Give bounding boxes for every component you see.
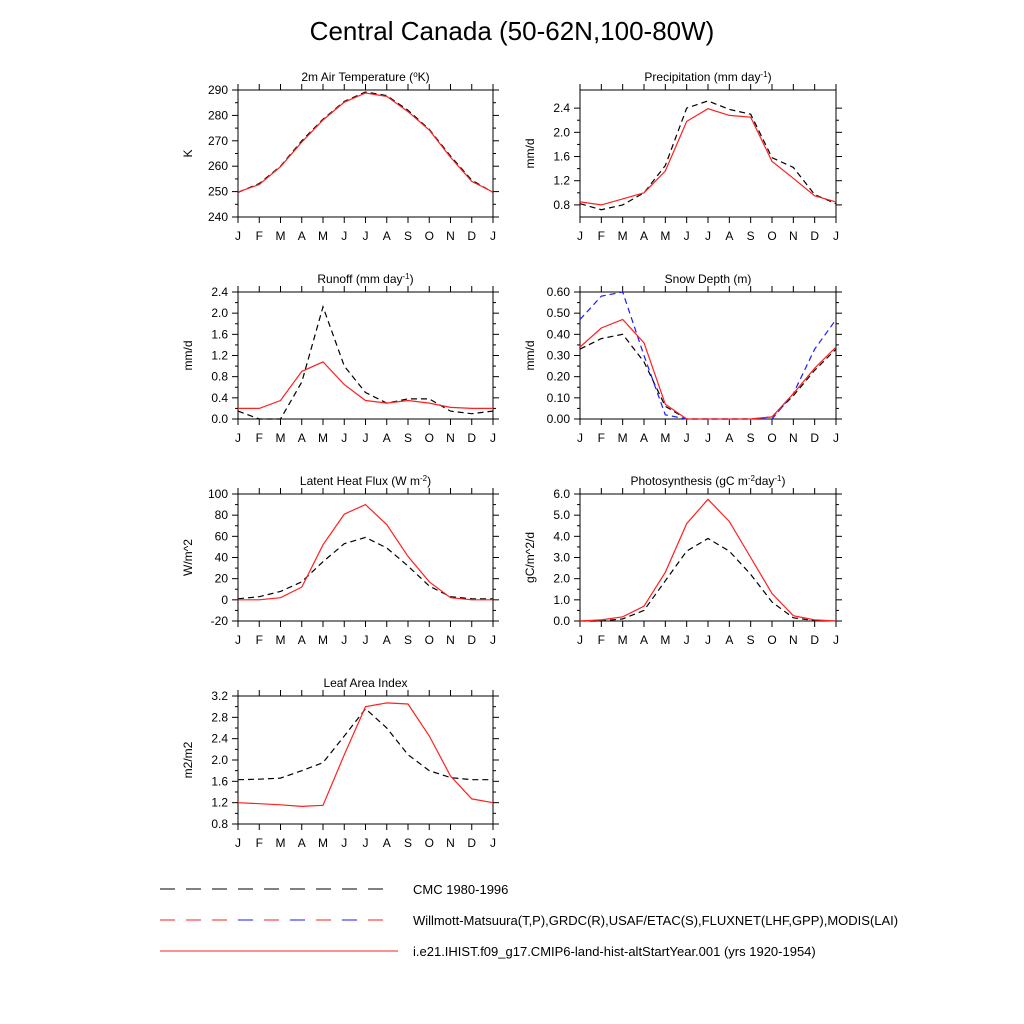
- x-tick-label: A: [382, 431, 391, 445]
- panel-title: Photosynthesis (gC $m^{-2}day^{-1}$): [630, 473, 786, 488]
- x-tick-label: D: [467, 836, 477, 850]
- y-tick-label: 1.2: [211, 795, 228, 810]
- x-tick-label: M: [617, 229, 628, 243]
- x-tick-label: S: [403, 633, 413, 647]
- x-tick-label: J: [683, 633, 690, 647]
- x-tick-label: J: [683, 229, 690, 243]
- x-tick-label: J: [705, 633, 711, 647]
- x-tick-label: J: [705, 431, 711, 445]
- x-tick-label: M: [617, 633, 628, 647]
- x-tick-label: S: [746, 431, 755, 445]
- series-line-dash-black: [238, 709, 493, 780]
- figure-title: Central Canada (50-62N,100-80W): [309, 16, 715, 46]
- y-axis-label: W/m^2: [181, 539, 195, 576]
- x-tick-label: J: [341, 229, 348, 243]
- series-line-dash-blue: [580, 292, 836, 419]
- x-tick-label: J: [833, 431, 839, 445]
- y-tick-label: 3.0: [553, 550, 570, 565]
- x-tick-label: J: [577, 633, 583, 647]
- chart-panel-5: [181, 474, 499, 648]
- x-tick-label: S: [746, 633, 755, 647]
- x-tick-label: O: [767, 633, 777, 647]
- y-tick-label: 2.0: [211, 753, 228, 767]
- y-tick-label: 0.8: [211, 817, 228, 831]
- y-axis-label: mm/d: [523, 340, 537, 371]
- series-line-dash-black: [580, 334, 836, 419]
- legend-item-1: [160, 882, 508, 897]
- x-tick-label: J: [362, 229, 369, 243]
- x-tick-label: A: [382, 633, 391, 647]
- y-axis-label: K: [181, 149, 195, 158]
- chart-panel-2: [523, 70, 842, 244]
- y-tick-label: 0.10: [546, 390, 570, 405]
- x-tick-label: A: [297, 229, 306, 243]
- x-tick-label: J: [362, 431, 369, 445]
- x-tick-label: A: [639, 431, 649, 445]
- x-tick-label: J: [833, 229, 839, 243]
- y-tick-label: 5.0: [553, 508, 570, 523]
- y-tick-label: 40: [214, 550, 228, 565]
- y-tick-label: 0.30: [546, 348, 570, 363]
- y-tick-label: 0: [221, 592, 228, 607]
- x-tick-label: D: [810, 431, 820, 445]
- x-tick-label: S: [403, 431, 413, 445]
- y-tick-label: 1.2: [211, 348, 228, 363]
- x-tick-label: J: [341, 431, 348, 445]
- series-line-solid-red: [238, 703, 493, 807]
- x-tick-label: M: [660, 633, 671, 647]
- panel-title: Runoff (mm day$^{-1}$): [317, 271, 414, 286]
- x-tick-label: O: [767, 229, 777, 243]
- y-tick-label: 1.0: [553, 592, 570, 607]
- x-tick-label: J: [490, 836, 496, 850]
- x-tick-label: M: [275, 836, 286, 850]
- legend-label: CMC 1980-1996: [413, 882, 509, 897]
- y-tick-label: 0.50: [546, 306, 570, 321]
- legend-label: Willmott-Matsuura(T,P),GRDC(R),USAF/ETAC(S),FLUXNET(LHF,GPP),MODIS(LAI): [413, 913, 899, 928]
- x-tick-label: J: [235, 229, 241, 243]
- x-tick-label: M: [318, 431, 328, 445]
- x-tick-label: N: [788, 431, 798, 445]
- x-tick-label: J: [577, 431, 583, 445]
- x-tick-label: N: [446, 229, 455, 243]
- x-tick-label: J: [362, 836, 369, 850]
- y-tick-label: 100: [207, 487, 228, 501]
- x-tick-label: J: [577, 229, 583, 243]
- x-tick-label: A: [382, 229, 391, 243]
- x-tick-label: O: [424, 229, 434, 243]
- x-tick-label: S: [403, 229, 413, 243]
- series-line-solid-red: [580, 499, 836, 621]
- x-tick-label: N: [788, 633, 798, 647]
- x-tick-label: F: [255, 431, 263, 445]
- y-axis-label: mm/d: [181, 340, 195, 371]
- y-tick-label: 2.8: [211, 710, 228, 725]
- x-tick-label: A: [639, 229, 649, 243]
- x-tick-label: J: [833, 633, 839, 647]
- legend-label: i.e21.IHIST.f09_g17.CMIP6-land-hist-altStartYear.001 (yrs 1920-1954): [413, 944, 816, 959]
- x-tick-label: J: [490, 229, 496, 243]
- y-tick-label: 4.0: [553, 529, 570, 544]
- y-tick-label: 2.4: [211, 285, 228, 299]
- x-tick-label: F: [255, 229, 263, 243]
- series-line-solid-red: [580, 109, 836, 205]
- y-tick-label: 280: [207, 108, 228, 123]
- series-line-solid-red: [238, 362, 493, 409]
- y-tick-label: -20: [210, 614, 228, 628]
- x-tick-label: O: [424, 633, 434, 647]
- y-tick-label: 2.4: [553, 101, 570, 116]
- x-tick-label: F: [255, 836, 263, 850]
- x-tick-label: M: [275, 431, 286, 445]
- y-tick-label: 2.0: [211, 306, 228, 321]
- chart-panel-7: [181, 676, 499, 850]
- x-tick-label: F: [255, 633, 263, 647]
- x-tick-label: D: [810, 633, 820, 647]
- x-tick-label: F: [597, 431, 606, 445]
- x-tick-label: J: [341, 836, 348, 850]
- x-tick-label: O: [424, 836, 434, 850]
- y-tick-label: 2.0: [553, 125, 570, 140]
- y-tick-label: 0.4: [211, 390, 228, 405]
- panel-title: Snow Depth (m): [664, 272, 752, 286]
- y-tick-label: 0.00: [546, 412, 570, 426]
- x-tick-label: J: [683, 431, 690, 445]
- x-tick-label: M: [318, 229, 328, 243]
- y-tick-label: 0.60: [546, 285, 570, 299]
- chart-panel-3: [181, 272, 499, 446]
- x-tick-label: M: [275, 633, 286, 647]
- x-tick-label: M: [617, 431, 628, 445]
- y-tick-label: 60: [214, 529, 228, 544]
- y-tick-label: 0.0: [553, 614, 570, 628]
- y-tick-label: 80: [214, 508, 228, 523]
- chart-panel-6: [523, 474, 842, 648]
- x-tick-label: J: [490, 431, 496, 445]
- y-tick-label: 0.40: [546, 327, 570, 342]
- x-tick-label: N: [446, 633, 455, 647]
- x-tick-label: A: [725, 633, 734, 647]
- x-tick-label: J: [705, 229, 711, 243]
- x-tick-label: M: [318, 633, 328, 647]
- x-tick-label: S: [403, 836, 413, 850]
- y-tick-label: 2.4: [211, 731, 228, 746]
- x-tick-label: A: [297, 431, 306, 445]
- plot-frame: [580, 494, 836, 621]
- panel-title: Leaf Area Index: [323, 676, 408, 690]
- x-tick-label: A: [639, 633, 649, 647]
- x-tick-label: N: [446, 836, 455, 850]
- legend-item-2: [160, 913, 898, 928]
- plot-frame: [238, 90, 493, 217]
- panel-title: 2m Air Temperature ($^o$K): [301, 69, 430, 84]
- x-tick-label: D: [467, 431, 477, 445]
- y-tick-label: 0.8: [553, 197, 570, 212]
- x-tick-label: J: [490, 633, 496, 647]
- x-tick-label: S: [746, 229, 755, 243]
- x-tick-label: M: [275, 229, 286, 243]
- x-tick-label: D: [467, 229, 477, 243]
- y-axis-label: gC/m^2/d: [523, 532, 537, 583]
- y-tick-label: 0.8: [211, 369, 228, 384]
- panel-title: Latent Heat Flux (W $m^{-2}$): [299, 473, 432, 488]
- x-tick-label: M: [318, 836, 328, 850]
- series-line-dash-black: [238, 537, 493, 598]
- series-line-dash-black: [580, 539, 836, 622]
- x-tick-label: M: [660, 229, 671, 243]
- x-tick-label: N: [446, 431, 455, 445]
- x-tick-label: D: [467, 633, 477, 647]
- x-tick-label: J: [362, 633, 369, 647]
- x-tick-label: D: [810, 229, 820, 243]
- plot-frame: [580, 292, 836, 419]
- y-tick-label: 2.0: [553, 571, 570, 586]
- x-tick-label: A: [297, 633, 306, 647]
- y-tick-label: 1.6: [553, 149, 570, 164]
- x-tick-label: A: [297, 836, 306, 850]
- x-tick-label: J: [235, 431, 241, 445]
- x-tick-label: A: [725, 431, 734, 445]
- legend: [160, 882, 898, 959]
- y-tick-label: 3.2: [211, 689, 228, 703]
- y-tick-label: 0.0: [211, 412, 228, 426]
- y-tick-label: 0.20: [546, 369, 570, 384]
- y-tick-label: 260: [207, 159, 228, 174]
- chart-panel-4: [523, 272, 842, 445]
- x-tick-label: F: [597, 633, 606, 647]
- y-tick-label: 1.2: [553, 173, 570, 188]
- chart-panel-1: [181, 70, 499, 244]
- y-tick-label: 240: [207, 210, 228, 224]
- series-line-dash-black: [238, 92, 493, 192]
- y-tick-label: 1.6: [211, 774, 228, 789]
- y-tick-label: 6.0: [553, 487, 570, 501]
- x-tick-label: O: [767, 431, 777, 445]
- series-line-dash-black: [580, 101, 836, 210]
- y-tick-label: 20: [214, 571, 228, 586]
- x-tick-label: A: [725, 229, 734, 243]
- y-axis-label: m2/m2: [181, 741, 195, 779]
- y-tick-label: 290: [207, 83, 228, 97]
- series-line-solid-red: [238, 93, 493, 192]
- x-tick-label: J: [235, 836, 241, 850]
- x-tick-label: N: [788, 229, 798, 243]
- x-tick-label: J: [235, 633, 241, 647]
- plot-frame: [238, 494, 493, 621]
- y-tick-label: 250: [207, 184, 228, 199]
- series-line-solid-red: [580, 320, 836, 420]
- x-tick-label: F: [597, 229, 606, 243]
- panel-title: Precipitation (mm day$^{-1}$): [644, 69, 772, 84]
- x-tick-label: J: [341, 633, 348, 647]
- y-tick-label: 1.6: [211, 327, 228, 342]
- x-tick-label: O: [424, 431, 434, 445]
- series-line-solid-red: [238, 505, 493, 600]
- legend-item-3: [160, 944, 816, 959]
- y-tick-label: 270: [207, 133, 228, 148]
- x-tick-label: M: [660, 431, 671, 445]
- y-axis-label: mm/d: [523, 138, 537, 169]
- x-tick-label: A: [382, 836, 391, 850]
